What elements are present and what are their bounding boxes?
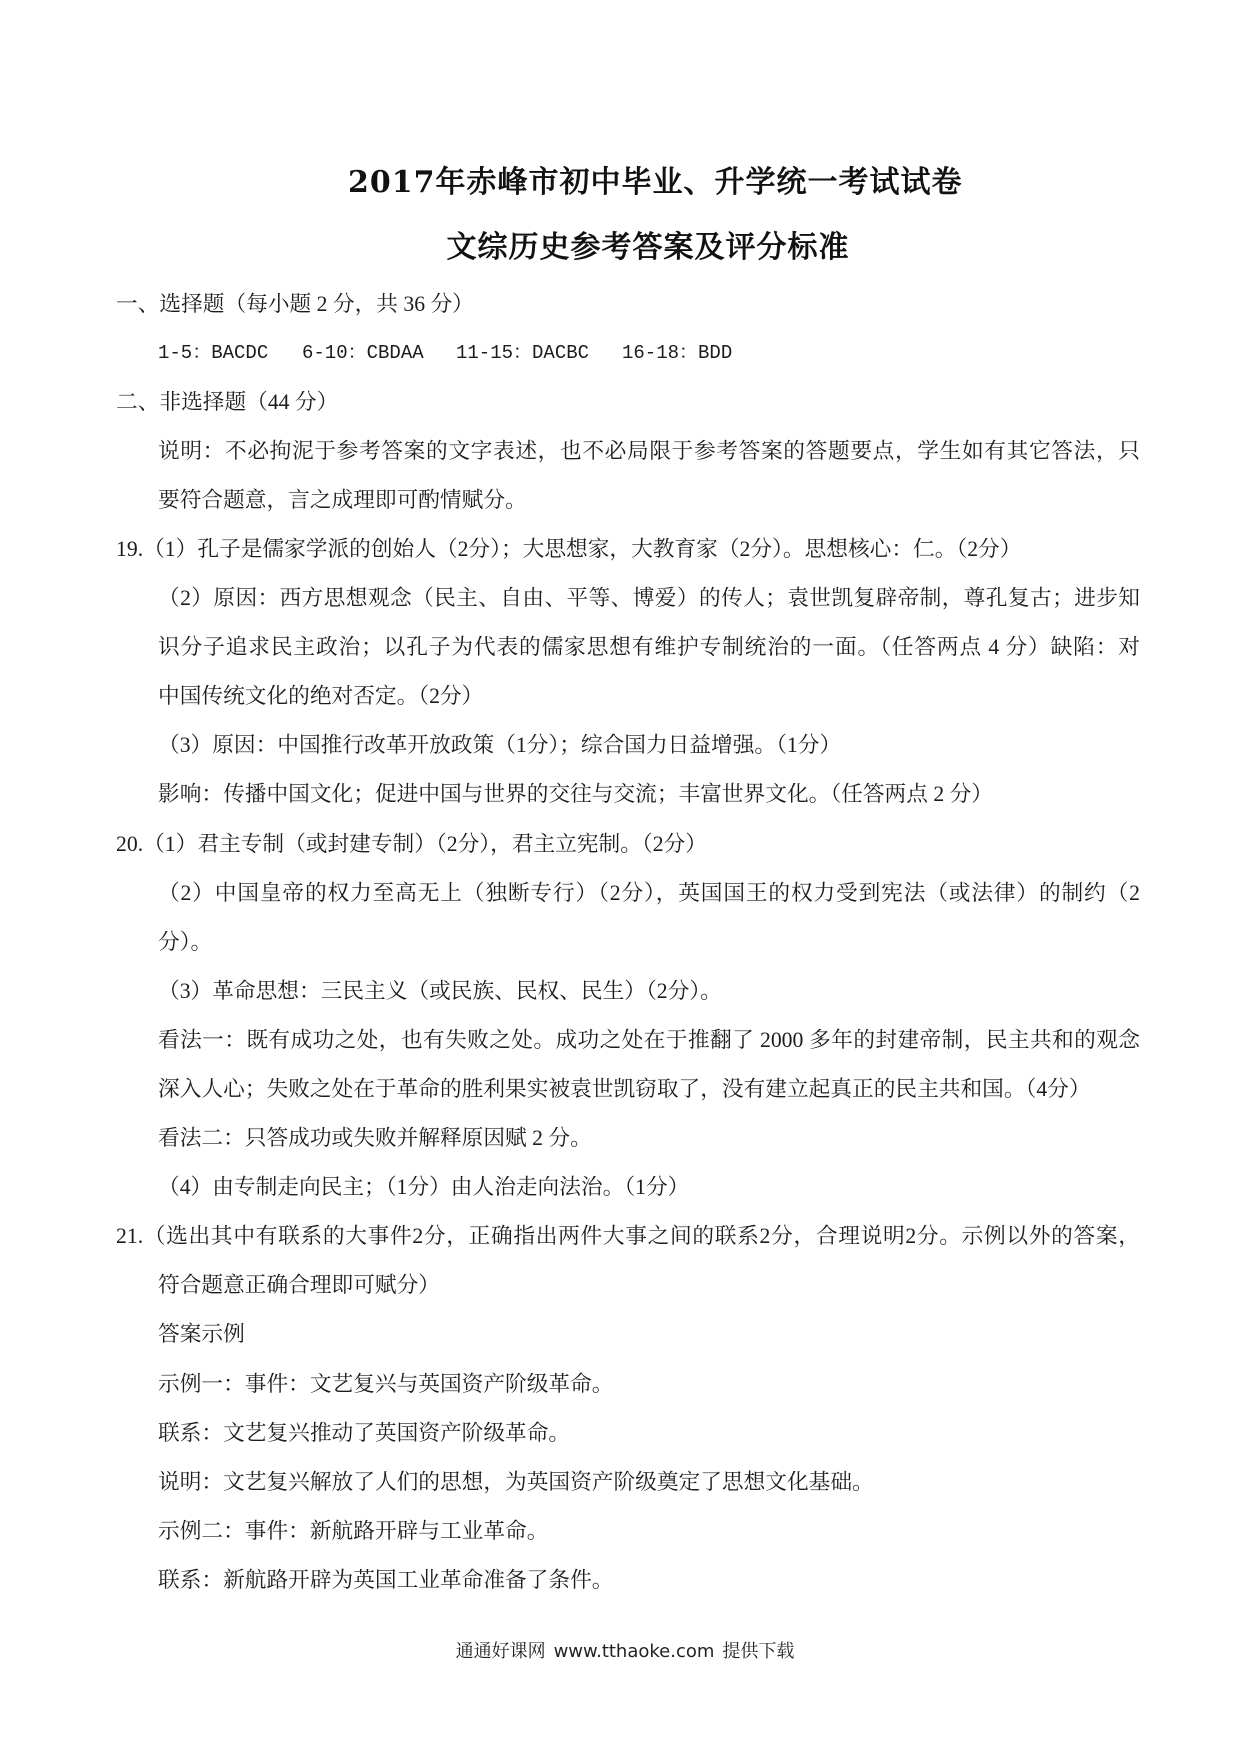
footer-site-name: 通通好课网 [455, 1641, 546, 1662]
q20-part3-answer: 深入人心；失败之处在于革命的胜利果实被袁世凯窃取了，没有建立起真正的民主共和国。（4分） [158, 1077, 1091, 1101]
q20-part3-answer: 看法一：既有成功之处，也有失败之处。成功之处在于推翻了 2000 多年的封建帝制，民主共和的观念 [158, 1027, 1140, 1052]
q21-line [116, 1212, 1140, 1261]
q21-example-line: 联系：文艺复兴推动了英国资产阶级革命。 [158, 1420, 571, 1445]
q20-part1-answer: （1）君主专制（或封建专制）（2分），君主立宪制。（2分） [143, 831, 707, 856]
grading-note-line: 说明：不必拘泥于参考答案的文字表述，也不必局限于参考答案的答题要点，学生如有其它答法，只 [158, 438, 1140, 463]
q19-part2-answer: 识分子追求民主政治；以孔子为代表的儒家思想有维护专制统治的一面。（任答两点 4 分）缺陷：对 [158, 635, 1140, 660]
footer-action: 提供下载 [722, 1641, 795, 1662]
page-footer [325, 1640, 925, 1664]
q19-line [116, 525, 1240, 574]
q19-part1-answer: （1）孔子是儒家学派的创始人（2分）；大思想家，大教育家（2分）。思想核心：仁。（2分） [143, 536, 1022, 561]
footer-url: www.tthaoke.com [553, 1641, 715, 1662]
q20-part3-answer: 看法二：只答成功或失败并解释原因赋 2 分。 [158, 1126, 592, 1151]
q20-part4-answer: （4）由专制走向民主；（1分）由人治走向法治。（1分） [158, 1175, 690, 1200]
page-subtitle: 文综历史参考答案及评分标准 [446, 230, 850, 265]
q20-part2-answer: （2）中国皇帝的权力至高无上（独断专行）（2分），英国国王的权力受到宪法（或法律）的制约（2 [158, 880, 1140, 905]
q19-part2-answer: 中国传统文化的绝对否定。（2分） [158, 684, 484, 709]
question-number: 20. [116, 831, 144, 856]
q21-example-line: 说明：文艺复兴解放了人们的思想，为英国资产阶级奠定了思想文化基础。 [158, 1469, 874, 1494]
section-heading-nonchoice: 二、非选择题（44 分） [116, 389, 339, 414]
q19-part2-answer: （2）原因：西方思想观念（民主、自由、平等、博爱）的传人；袁世凯复辟帝制，尊孔复古；进步知 [158, 586, 1140, 611]
answer-group-6-10: 6-10：CBDAA [302, 341, 424, 364]
page-title: 2017年赤峰市初中毕业、升学统一考试试卷 [348, 165, 963, 200]
q20-part3-answer: （3）革命思想：三民主义（或民族、民权、民生）（2分）。 [158, 978, 722, 1003]
q20-line [116, 820, 1240, 869]
q21-example-line: 示例一：事件：文艺复兴与英国资产阶级革命。 [158, 1371, 614, 1396]
answer-group-11-15: 11-15：DACBC [456, 341, 590, 364]
q21-example-line: 联系：新航路开辟为英国工业革命准备了条件。 [158, 1567, 614, 1592]
q20-part2-answer: 分）。 [158, 929, 213, 954]
q21-scoring-rule: （选出其中有联系的大事件2分，正确指出两件大事之间的联系2分，合理说明2分。示例以外的答案， [143, 1224, 1140, 1249]
grading-note-line: 要符合题意，言之成理即可酌情赋分。 [158, 487, 527, 512]
section-heading-choice: 一、选择题（每小题 2 分，共 36 分） [116, 291, 474, 316]
choice-answers [158, 329, 1240, 378]
answer-group-16-18: 16-18：BDD [622, 341, 733, 364]
question-number: 19. [116, 536, 144, 561]
q21-example-heading: 答案示例 [158, 1322, 245, 1347]
q21-example-line: 示例二：事件：新航路开辟与工业革命。 [158, 1518, 549, 1543]
question-number: 21. [116, 1224, 144, 1249]
q19-part3-answer: 影响：传播中国文化；促进中国与世界的交往与交流；丰富世界文化。（任答两点 2 分） [158, 782, 993, 807]
q21-scoring-rule: 符合题意正确合理即可赋分） [158, 1273, 440, 1298]
answer-group-1-5: 1-5：BACDC [158, 341, 269, 364]
q19-part3-answer: （3）原因：中国推行改革开放政策（1分）；综合国力日益增强。（1分） [158, 733, 842, 758]
answer-key-body [0, 280, 1240, 1606]
